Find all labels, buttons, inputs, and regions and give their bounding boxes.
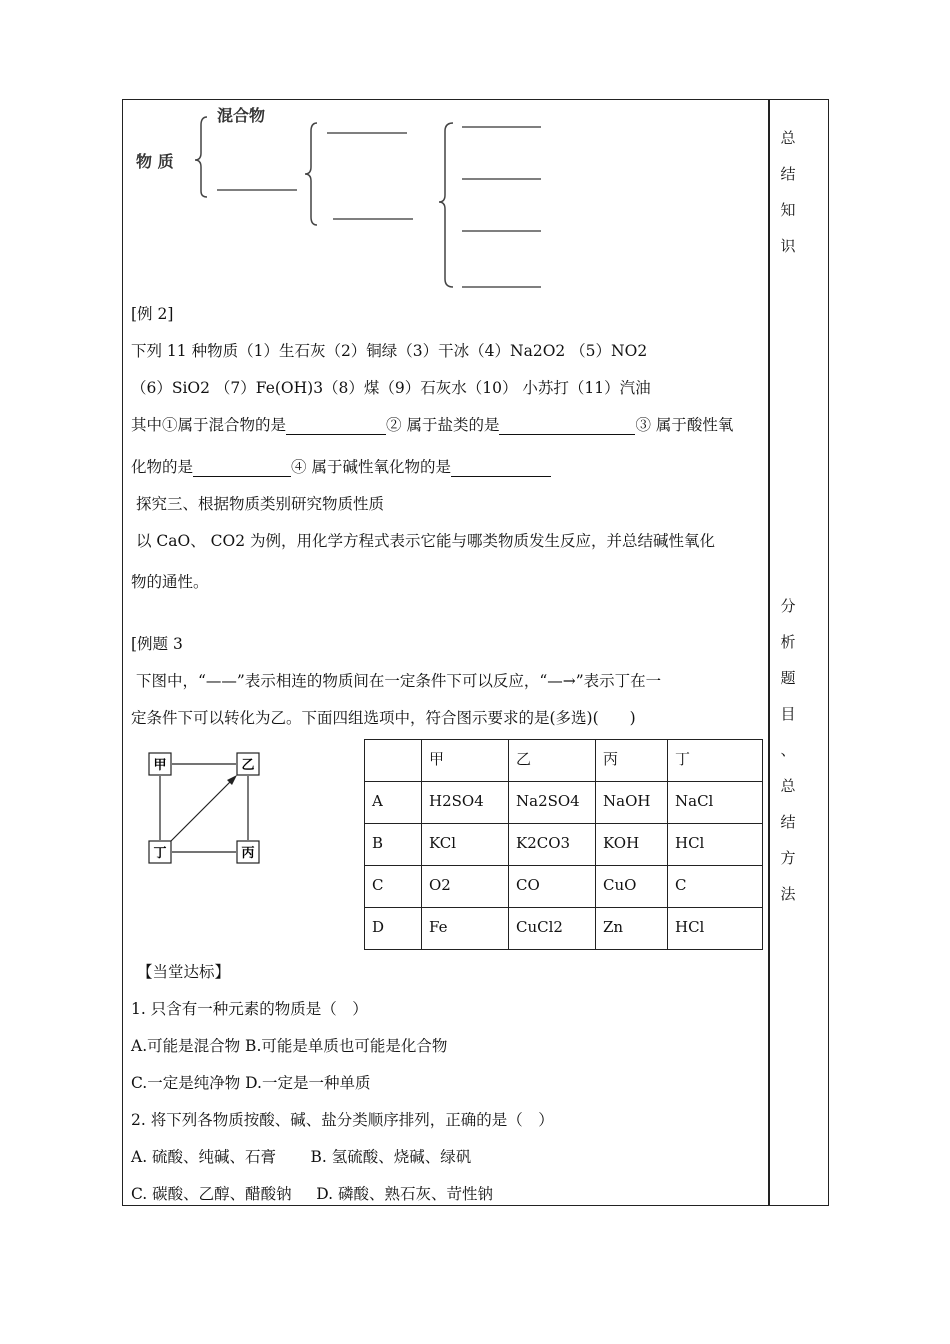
- table-cell: KCl: [422, 824, 509, 866]
- drill-q1-options-cd: C.一定是纯净物 D.一定是一种单质: [131, 1074, 371, 1092]
- example2-heading: [例 2]: [131, 305, 174, 323]
- question-text: ③ 属于酸性氧: [635, 416, 734, 434]
- side-char: 、: [780, 741, 796, 759]
- example2-line4: [131, 455, 551, 477]
- brace-icon: [439, 123, 453, 287]
- table-row: [365, 824, 763, 866]
- table-cell: A: [365, 782, 422, 824]
- drill-title: 【当堂达标】: [137, 963, 231, 981]
- table-cell: D: [365, 908, 422, 950]
- node-ding: 丁: [153, 846, 167, 861]
- example2-line3: [131, 413, 733, 435]
- explore3-line2: 物的通性。: [131, 573, 209, 591]
- drill-q2-options-cd: C. 碳酸、乙醇、醋酸钠 D. 磷酸、熟石灰、苛性钠: [131, 1185, 494, 1203]
- table-cell: Fe: [422, 908, 509, 950]
- arrow-line: [170, 780, 232, 842]
- table-cell: C: [365, 866, 422, 908]
- table-cell: KOH: [596, 824, 668, 866]
- table-header-cell: 乙: [509, 740, 596, 782]
- side-char: 总: [780, 129, 796, 147]
- table-cell: NaCl: [668, 782, 763, 824]
- node-bing: 丙: [241, 846, 255, 861]
- side-label-analysis: [778, 588, 798, 912]
- node-jia: 甲: [153, 758, 167, 773]
- explore3-title: 探究三、根据物质类别研究物质性质: [136, 495, 385, 513]
- table-cell: B: [365, 824, 422, 866]
- side-char: 析: [780, 633, 796, 651]
- example3-heading: [例题 3: [131, 635, 183, 653]
- mixture-label: 混合物: [217, 106, 266, 125]
- table-row: [365, 782, 763, 824]
- reaction-figure: [146, 750, 264, 870]
- table-cell: Zn: [596, 908, 668, 950]
- question-text: ④ 属于碱性氧化物的是: [291, 458, 451, 476]
- example2-line1: 下列 11 种物质（1）生石灰（2）铜绿（3）干冰（4）Na2O2 （5）NO2: [131, 342, 648, 360]
- table-cell: O2: [422, 866, 509, 908]
- substance-label: 物 质: [136, 152, 174, 171]
- node-yi: 乙: [241, 758, 255, 773]
- column-divider: [768, 99, 770, 1206]
- table-header-cell: 丙: [596, 740, 668, 782]
- side-char: 结: [780, 165, 796, 183]
- side-char: 题: [780, 669, 796, 687]
- table-cell: HCl: [668, 824, 763, 866]
- example3-line1: 下图中，“——”表示相连的物质间在一定条件下可以反应，“—→”表示丁在一: [136, 672, 662, 690]
- question-text: 其中①属于混合物的是: [131, 416, 287, 434]
- explore3-line1: 以 CaO、 CO2 为例，用化学方程式表示它能与哪类物质发生反应，并总结碱性氧化: [136, 532, 716, 550]
- table-cell: CO: [509, 866, 596, 908]
- table-header-cell: [365, 740, 422, 782]
- answer-blank[interactable]: [451, 458, 551, 477]
- side-char: 方: [780, 849, 796, 867]
- table-cell: CuCl2: [509, 908, 596, 950]
- drill-q2-options-ab: A. 硫酸、纯碱、石膏 B. 氢硫酸、烧碱、绿矾: [131, 1148, 472, 1166]
- table-row: [365, 908, 763, 950]
- answer-blank[interactable]: [286, 416, 386, 435]
- table-header-cell: 丁: [668, 740, 763, 782]
- side-char: 分: [780, 597, 796, 615]
- classification-diagram: [131, 103, 561, 295]
- table-cell: H2SO4: [422, 782, 509, 824]
- example2-line2: （6）SiO2 （7）Fe(OH)3（8）煤（9）石灰水（10） 小苏打（11）汽油: [131, 379, 651, 397]
- answer-blank[interactable]: [193, 458, 291, 477]
- options-table: [364, 739, 763, 950]
- example3-line2: 定条件下可以转化为乙。下面四组选项中，符合图示要求的是(多选)( ): [131, 709, 636, 727]
- table-row: [365, 866, 763, 908]
- table-cell: Na2SO4: [509, 782, 596, 824]
- side-char: 知: [780, 201, 796, 219]
- side-char: 结: [780, 813, 796, 831]
- drill-q1-options-ab: A.可能是混合物 B.可能是单质也可能是化合物: [131, 1037, 448, 1055]
- drill-q2: 2. 将下列各物质按酸、碱、盐分类顺序排列，正确的是（ ）: [131, 1111, 554, 1129]
- table-cell: K2CO3: [509, 824, 596, 866]
- drill-q1: 1. 只含有一种元素的物质是（ ）: [131, 1000, 368, 1018]
- brace-icon: [305, 123, 317, 225]
- table-cell: C: [668, 866, 763, 908]
- side-char: 目: [780, 705, 796, 723]
- side-label-summary: [778, 120, 798, 264]
- table-cell: NaOH: [596, 782, 668, 824]
- question-text: 化物的是: [131, 458, 194, 476]
- answer-blank[interactable]: [499, 416, 635, 435]
- side-char: 识: [780, 237, 796, 255]
- brace-icon: [195, 117, 207, 197]
- table-header-cell: 甲: [422, 740, 509, 782]
- table-cell: CuO: [596, 866, 668, 908]
- table-cell: HCl: [668, 908, 763, 950]
- question-text: ② 属于盐类的是: [386, 416, 500, 434]
- side-char: 法: [780, 885, 796, 903]
- table-header-row: [365, 740, 763, 782]
- side-char: 总: [780, 777, 796, 795]
